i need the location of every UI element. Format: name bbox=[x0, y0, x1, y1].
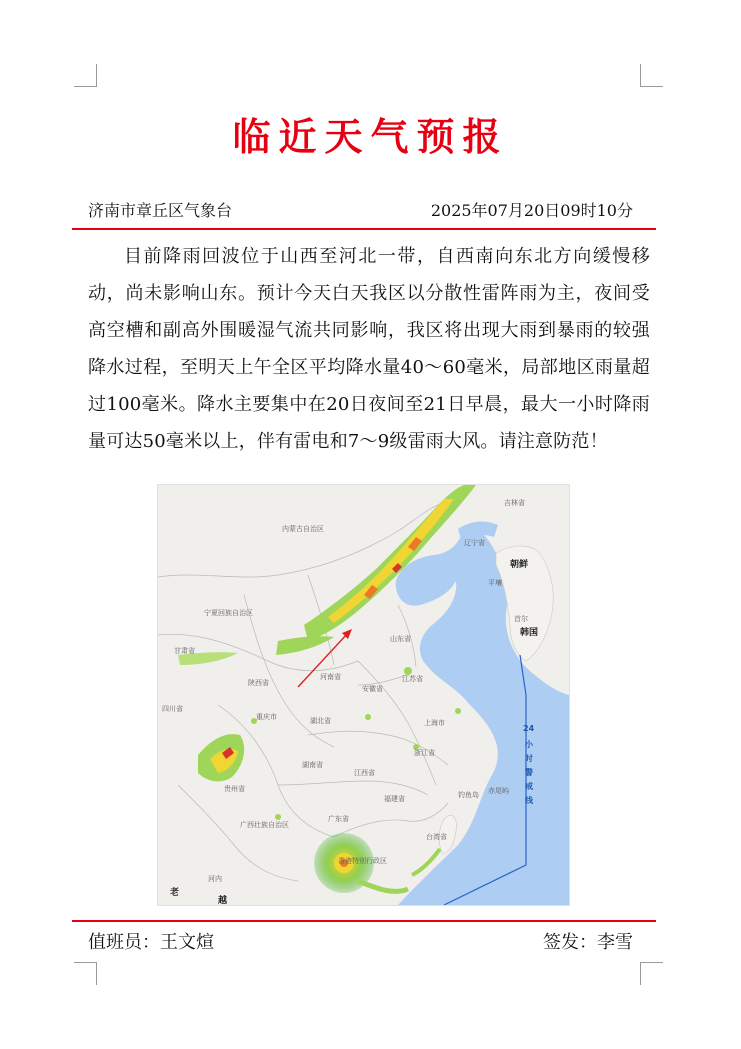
svg-text:线: 线 bbox=[525, 796, 533, 805]
svg-text:警: 警 bbox=[525, 768, 533, 777]
label-zhejiang: 浙江省 bbox=[414, 749, 435, 757]
crop-mark-bottom-left bbox=[74, 962, 97, 985]
crop-mark-top-right bbox=[640, 64, 663, 87]
svg-text:戒: 戒 bbox=[525, 782, 533, 791]
label-taiwan: 台湾省 bbox=[426, 833, 447, 841]
label-hanguo: 韩国 bbox=[520, 628, 539, 638]
label-shouer: 首尔 bbox=[514, 615, 528, 623]
svg-text:时: 时 bbox=[525, 754, 533, 763]
label-chaoxian: 朝鲜 bbox=[510, 560, 529, 570]
label-ningxia: 宁夏回族自治区 bbox=[204, 609, 253, 617]
label-hanoi: 河内 bbox=[208, 875, 222, 883]
label-hubei: 湖北省 bbox=[310, 717, 331, 725]
label-jilin: 吉林省 bbox=[504, 499, 525, 507]
duty-officer: 值班员：王文煊 bbox=[88, 932, 214, 953]
radar-map bbox=[157, 484, 570, 906]
header-divider bbox=[72, 228, 656, 230]
footer-divider bbox=[72, 920, 656, 922]
label-shandong: 山东省 bbox=[390, 635, 411, 643]
label-guangdong: 广东省 bbox=[328, 815, 349, 823]
label-hunan: 湖南省 bbox=[302, 761, 323, 769]
svg-text:小: 小 bbox=[525, 740, 533, 749]
label-chongqing: 重庆市 bbox=[256, 713, 277, 721]
issuer: 签发：李雪 bbox=[543, 932, 633, 953]
crop-mark-top-left bbox=[74, 64, 97, 87]
page-title: 临近天气预报 bbox=[232, 115, 509, 159]
issue-datetime: 2025年07月20日09时10分 bbox=[430, 201, 633, 220]
label-guangxi: 广西壮族自治区 bbox=[240, 821, 289, 829]
svg-text:24: 24 bbox=[523, 724, 535, 733]
label-shaanxi: 陕西省 bbox=[248, 679, 269, 687]
label-pyongyang: 平壤 bbox=[488, 579, 502, 587]
label-sichuan: 四川省 bbox=[162, 705, 183, 713]
label-guizhou: 贵州省 bbox=[224, 785, 245, 793]
label-jiangxi: 江西省 bbox=[354, 769, 375, 777]
label-gansu: 甘肃省 bbox=[174, 647, 195, 655]
issuing-station: 济南市章丘区气象台 bbox=[88, 201, 233, 220]
label-neimenggu: 内蒙古自治区 bbox=[282, 525, 324, 533]
label-chiweiyu: 赤尾屿 bbox=[488, 787, 509, 795]
label-diaoyudao: 钓鱼岛 bbox=[458, 791, 479, 799]
forecast-text: 目前降雨回波位于山西至河北一带，自西南向东北方向缓慢移动，尚未影响山东。预计今天白天我区以分散性雷阵雨为主，夜间受高空槽和副高外围暖湿气流共同影响，我区将出现大雨到暴雨的较强降水过程，至明天上午全区平均降水量40～60毫米，局部地区雨量超过100毫米。降水主要集中在20日夜间至21日早晨，最大一小时降雨量可达50毫米以上，伴有雷电和7～9级雷雨大风。请注意防范！ bbox=[88, 246, 650, 452]
label-yue: 越 bbox=[218, 896, 228, 905]
label-shanghai: 上海市 bbox=[424, 719, 445, 727]
radar-map-svg bbox=[158, 485, 569, 905]
label-lao: 老 bbox=[170, 888, 180, 898]
label-anhui: 安徽省 bbox=[362, 685, 383, 693]
label-jiangsu: 江苏省 bbox=[402, 675, 423, 683]
label-xianggang: 香港特别行政区 bbox=[338, 857, 387, 865]
crop-mark-bottom-right bbox=[640, 962, 663, 985]
label-fujian: 福建省 bbox=[384, 795, 405, 803]
label-liaoning: 辽宁省 bbox=[464, 539, 485, 547]
label-henan: 河南省 bbox=[320, 673, 341, 681]
